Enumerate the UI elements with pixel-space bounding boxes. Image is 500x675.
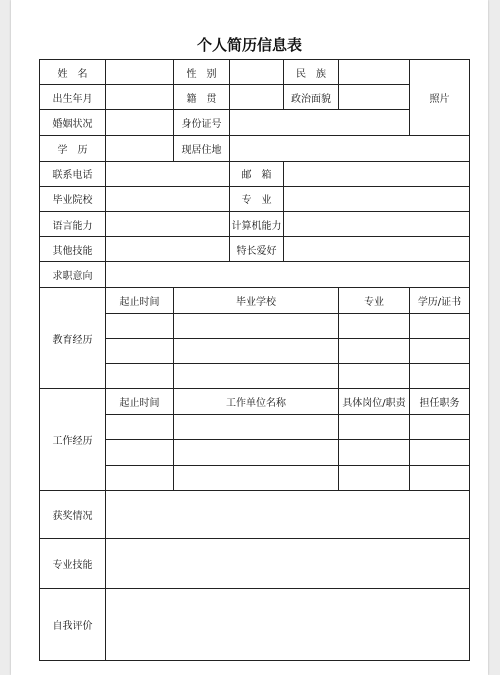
education-header-row <box>40 288 470 313</box>
label-address: 现居住地 <box>174 136 230 161</box>
field-ethnicity[interactable] <box>339 60 410 85</box>
work-header-duty: 具体岗位/职责 <box>339 389 410 415</box>
label-birth: 出生年月 <box>40 85 106 110</box>
row-self-evaluation <box>40 589 470 661</box>
work-cell[interactable] <box>410 465 470 490</box>
work-cell[interactable] <box>174 440 339 465</box>
edu-cell[interactable] <box>106 363 174 388</box>
field-phone[interactable] <box>106 161 230 186</box>
field-hobbies[interactable] <box>284 237 470 262</box>
row-basic-3 <box>40 110 470 136</box>
field-major[interactable] <box>284 186 470 211</box>
edu-header-degree: 学历/证书 <box>410 288 470 313</box>
work-cell[interactable] <box>106 415 174 440</box>
label-language: 语言能力 <box>40 211 106 236</box>
field-self-evaluation[interactable] <box>106 589 470 661</box>
edu-cell[interactable] <box>106 338 174 363</box>
edu-cell[interactable] <box>410 363 470 388</box>
label-work-history: 工作经历 <box>40 389 106 491</box>
work-cell[interactable] <box>174 465 339 490</box>
field-job-intent[interactable] <box>106 262 470 288</box>
work-header-company: 工作单位名称 <box>174 389 339 415</box>
edu-cell[interactable] <box>106 313 174 338</box>
label-education: 学 历 <box>40 136 106 161</box>
document-page <box>11 0 488 675</box>
work-header-position: 担任职务 <box>410 389 470 415</box>
row-professional-skills <box>40 539 470 589</box>
field-birth[interactable] <box>106 85 174 110</box>
label-email: 邮 箱 <box>230 161 284 186</box>
edu-cell[interactable] <box>174 313 339 338</box>
label-professional-skills: 专业技能 <box>40 539 106 589</box>
label-name: 姓 名 <box>40 60 106 85</box>
row-basic-1 <box>40 60 470 85</box>
label-job-intent: 求职意向 <box>40 262 106 288</box>
row-job-intent <box>40 262 470 288</box>
field-native-place[interactable] <box>230 85 284 110</box>
field-marital[interactable] <box>106 110 174 136</box>
field-gender[interactable] <box>230 60 284 85</box>
work-cell[interactable] <box>410 440 470 465</box>
edu-header-period: 起止时间 <box>106 288 174 313</box>
work-cell[interactable] <box>106 465 174 490</box>
row-basic-4 <box>40 136 470 161</box>
photo-box[interactable]: 照片 <box>410 60 470 136</box>
row-school <box>40 186 470 211</box>
field-name[interactable] <box>106 60 174 85</box>
row-awards <box>40 490 470 538</box>
row-ability <box>40 211 470 236</box>
field-awards[interactable] <box>106 490 470 538</box>
field-language[interactable] <box>106 211 230 236</box>
edu-cell[interactable] <box>339 363 410 388</box>
row-skills-hobbies <box>40 237 470 262</box>
edu-header-school: 毕业学校 <box>174 288 339 313</box>
work-header-period: 起止时间 <box>106 389 174 415</box>
work-header-row <box>40 389 470 415</box>
label-political-status: 政治面貌 <box>284 85 339 110</box>
label-major: 专 业 <box>230 186 284 211</box>
field-professional-skills[interactable] <box>106 539 470 589</box>
work-cell[interactable] <box>106 440 174 465</box>
edu-cell[interactable] <box>339 338 410 363</box>
label-native-place: 籍 贯 <box>174 85 230 110</box>
field-political-status[interactable] <box>339 85 410 110</box>
label-school: 毕业院校 <box>40 186 106 211</box>
field-other-skills[interactable] <box>106 237 230 262</box>
work-cell[interactable] <box>174 415 339 440</box>
edu-cell[interactable] <box>174 338 339 363</box>
row-basic-2 <box>40 85 470 110</box>
field-school[interactable] <box>106 186 230 211</box>
row-contact <box>40 161 470 186</box>
label-ethnicity: 民 族 <box>284 60 339 85</box>
label-hobbies: 特长爱好 <box>230 237 284 262</box>
label-awards: 获奖情况 <box>40 490 106 538</box>
label-other-skills: 其他技能 <box>40 237 106 262</box>
field-id-number[interactable] <box>230 110 410 136</box>
edu-cell[interactable] <box>174 363 339 388</box>
work-cell[interactable] <box>339 465 410 490</box>
field-computer[interactable] <box>284 211 470 236</box>
edu-header-major: 专业 <box>339 288 410 313</box>
label-gender: 性 别 <box>174 60 230 85</box>
work-cell[interactable] <box>410 415 470 440</box>
edu-cell[interactable] <box>339 313 410 338</box>
work-cell[interactable] <box>339 415 410 440</box>
label-computer: 计算机能力 <box>230 211 284 236</box>
label-phone: 联系电话 <box>40 161 106 186</box>
field-email[interactable] <box>284 161 470 186</box>
field-address[interactable] <box>230 136 470 161</box>
label-id-number: 身份证号 <box>174 110 230 136</box>
edu-cell[interactable] <box>410 338 470 363</box>
label-marital: 婚姻状况 <box>40 110 106 136</box>
resume-form-table <box>39 59 470 661</box>
page-title: 个人简历信息表 <box>196 36 302 54</box>
work-cell[interactable] <box>339 440 410 465</box>
edu-cell[interactable] <box>410 313 470 338</box>
field-education[interactable] <box>106 136 174 161</box>
label-self-evaluation: 自我评价 <box>40 589 106 661</box>
label-education-history: 教育经历 <box>40 288 106 389</box>
